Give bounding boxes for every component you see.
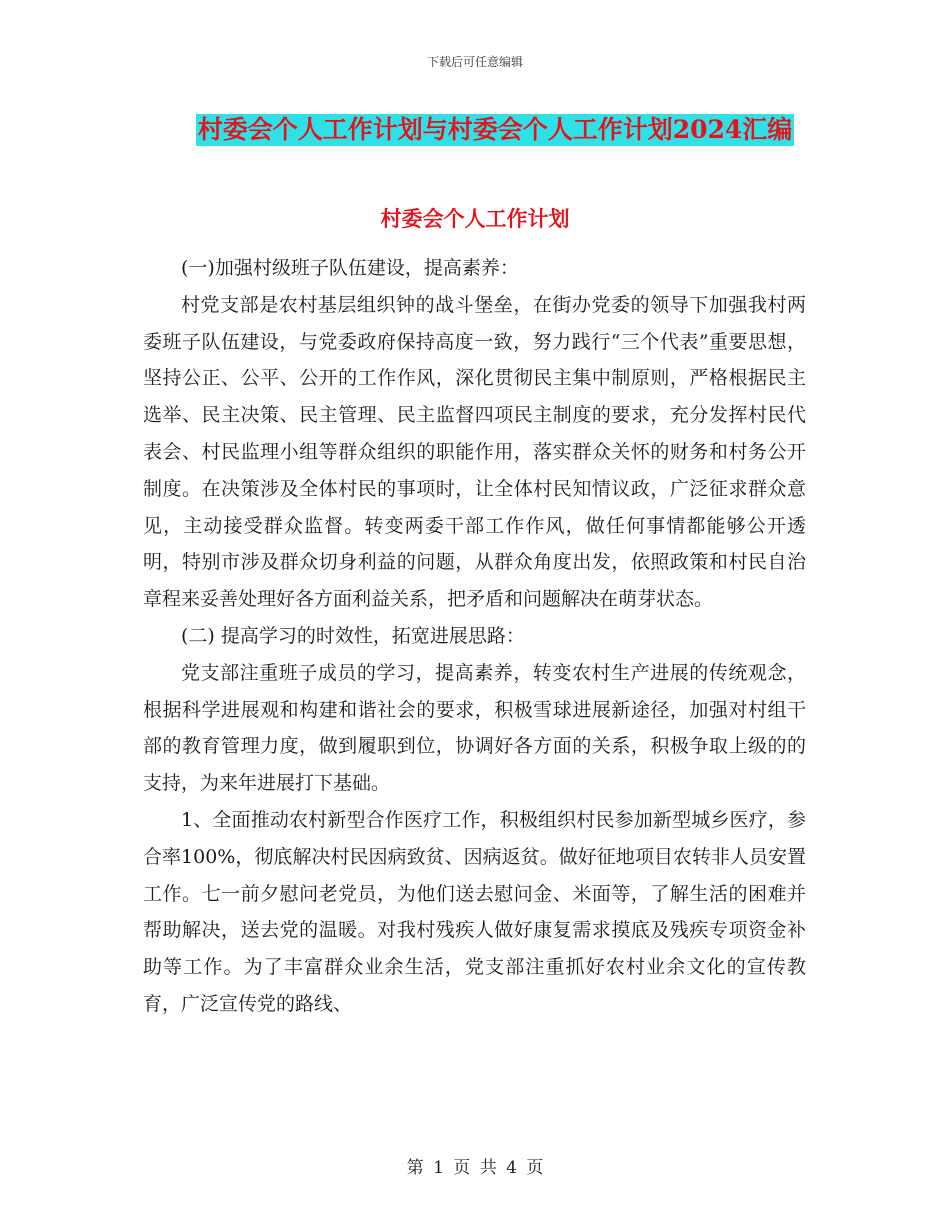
page-number-footer: 第 1 页 共 4 页 bbox=[406, 1158, 544, 1178]
document-main-title: 村委会个人工作计划与村委会个人工作计划2024汇编 bbox=[197, 115, 793, 144]
document-body bbox=[143, 250, 806, 1023]
title-container bbox=[0, 114, 950, 146]
paragraph-heading-1: (一)加强村级班子队伍建设，提高素养： bbox=[181, 257, 519, 279]
page-header-note: 下载后可任意编辑 bbox=[426, 55, 523, 69]
section-title: 村委会个人工作计划 bbox=[380, 206, 570, 231]
paragraph-body-1: 村党支部是农村基层组织钟的战斗堡垒，在街办党委的领导下加强我村两委班子队伍建设，与党委政府保持高度一致，努力践行“三个代表”重要思想，坚持公正、公平、公开的工作作风，深化贯彻民主集中制原则，严格根据民主选举、民主决策、民主管理、民主监督四项民主制度的要求，充分发挥村民代表会、村民监理小组等群众组织的职能作用，落实群众关怀的财务和村务公开制度。在决策涉及全体村民的事项时，让全体村民知情议政，广泛征求群众意见，主动接受群众监督。转变两委干部工作作风，做任何事情都能够公开透明，特别市涉及群众切身利益的问题，从群众角度出发，依照政策和村民自治章程来妥善处理好各方面利益关系，把矛盾和问题解决在萌芽状态。 bbox=[143, 293, 806, 611]
paragraph-body-2: 党支部注重班子成员的学习，提高素养，转变农村生产进展的传统观念，根据科学进展观和构建和谐社会的要求，积极雪球进展新途径，加强对村组干部的教育管理力度，做到履职到位，协调好各方面的关系，积极争取上级的的支持，为来年进展打下基础。 bbox=[143, 661, 806, 795]
paragraph-body-3: 1、全面推动农村新型合作医疗工作，积极组织村民参加新型城乡医疗，参合率100%，彻底解决村民因病致贫、因病返贫。做好征地项目农转非人员安置工作。七一前夕慰问老党员，为他们送去慰问金、米面等，了解生活的困难并帮助解决，送去党的温暖。对我村残疾人做好康复需求摸底及残疾专项资金补助等工作。为了丰富群众业余生活，党支部注重抓好农村业余文化的宣传教育，广泛宣传党的路线、 bbox=[143, 808, 806, 1015]
paragraph-heading-2: (二) 提高学习的时效性，拓宽进展思路： bbox=[181, 624, 525, 647]
